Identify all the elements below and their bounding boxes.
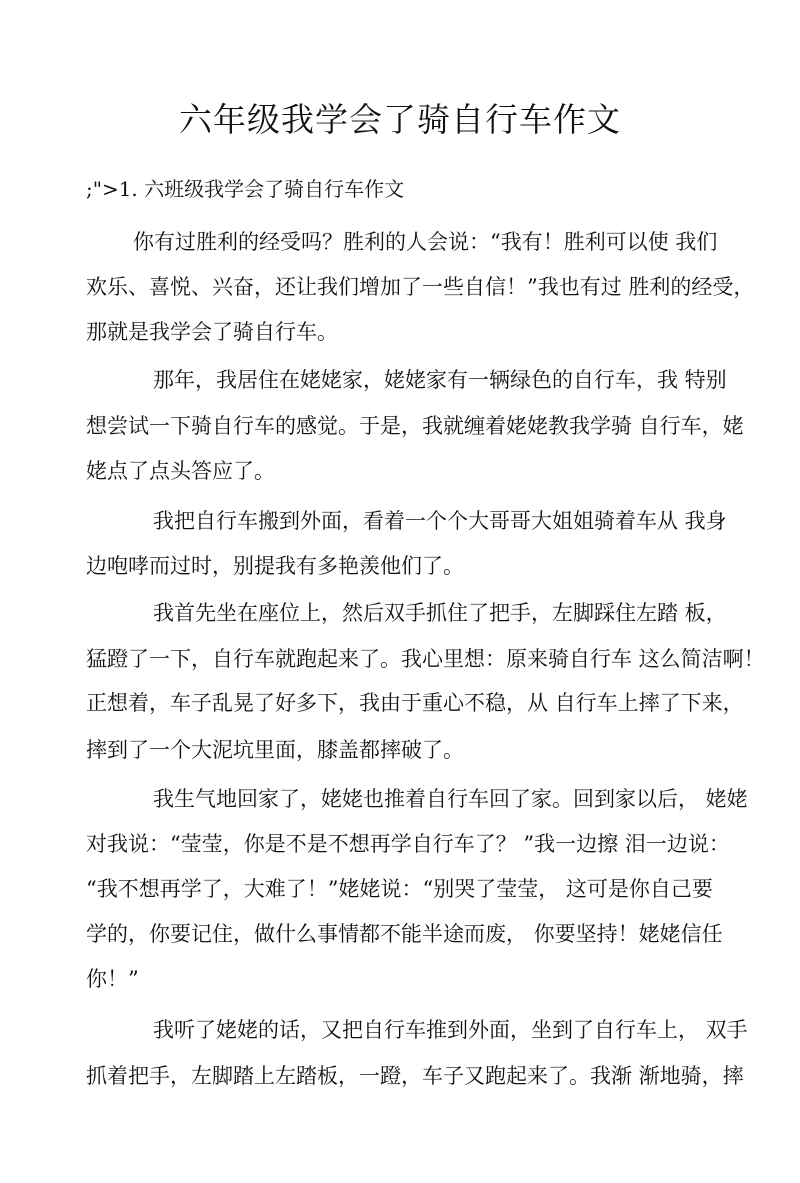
text-line: 那就是我学会了骑自行车。 xyxy=(86,320,338,344)
text-line: 摔到了一个大泥坑里面，膝盖都摔破了。 xyxy=(86,738,464,762)
text-line: 抓着把手，左脚踏上左踏板，一蹬，车子又跑起来了。我渐 渐地骑，摔 xyxy=(86,1064,744,1088)
text-line: 我生气地回家了，姥姥也推着自行车回了家。回到家以后， 姥姥 xyxy=(153,787,748,811)
text-line: 你！” xyxy=(86,967,139,991)
text-line: 对我说：“莹莹，你是不是不想再学自行车了？ ”我一边擦 泪一边说： xyxy=(86,832,730,856)
text-line: 欢乐、喜悦、兴奋，还让我们增加了一些自信！”我也有过 胜利的经受， xyxy=(86,275,755,299)
text-line: 我听了姥姥的话，又把自行车推到外面，坐到了自行车上， 双手 xyxy=(153,1018,748,1042)
text-line: 学的，你要记住，做什么事情都不能半途而废， 你要坚持！姥姥信任 xyxy=(86,922,723,946)
text-line: 我首先坐在座位上，然后双手抓住了把手，左脚踩住左踏 板， xyxy=(153,601,727,625)
text-line: 你有过胜利的经受吗？胜利的人会说：“我有！胜利可以使 我们 xyxy=(133,230,718,254)
section-heading: ;">1. 六班级我学会了骑自行车作文 xyxy=(86,177,405,201)
text-line: 想尝试一下骑自行车的感觉。于是，我就缠着姥姥教我学骑 自行车，姥 xyxy=(86,414,744,438)
text-line: 边咆哮而过时，别提我有多艳羡他们了。 xyxy=(86,554,464,578)
text-line: 正想着，车子乱晃了好多下，我由于重心不稳，从 自行车上摔了下来， xyxy=(86,691,744,715)
document-title: 六年级我学会了骑自行车作文 xyxy=(179,100,621,139)
text-line: 我把自行车搬到外面，看着一个个大哥哥大姐姐骑着车从 我身 xyxy=(153,509,727,533)
text-line: 猛蹬了一下，自行车就跑起来了。我心里想：原来骑自行车 这么简洁啊！ xyxy=(86,647,765,671)
text-line: “我不想再学了，大难了！”姥姥说：“别哭了莹莹， 这可是你自己要 xyxy=(86,877,713,901)
text-line: 那年，我居住在姥姥家，姥姥家有一辆绿色的自行车，我 特别 xyxy=(153,368,727,392)
text-line: 姥点了点头答应了。 xyxy=(86,459,275,483)
